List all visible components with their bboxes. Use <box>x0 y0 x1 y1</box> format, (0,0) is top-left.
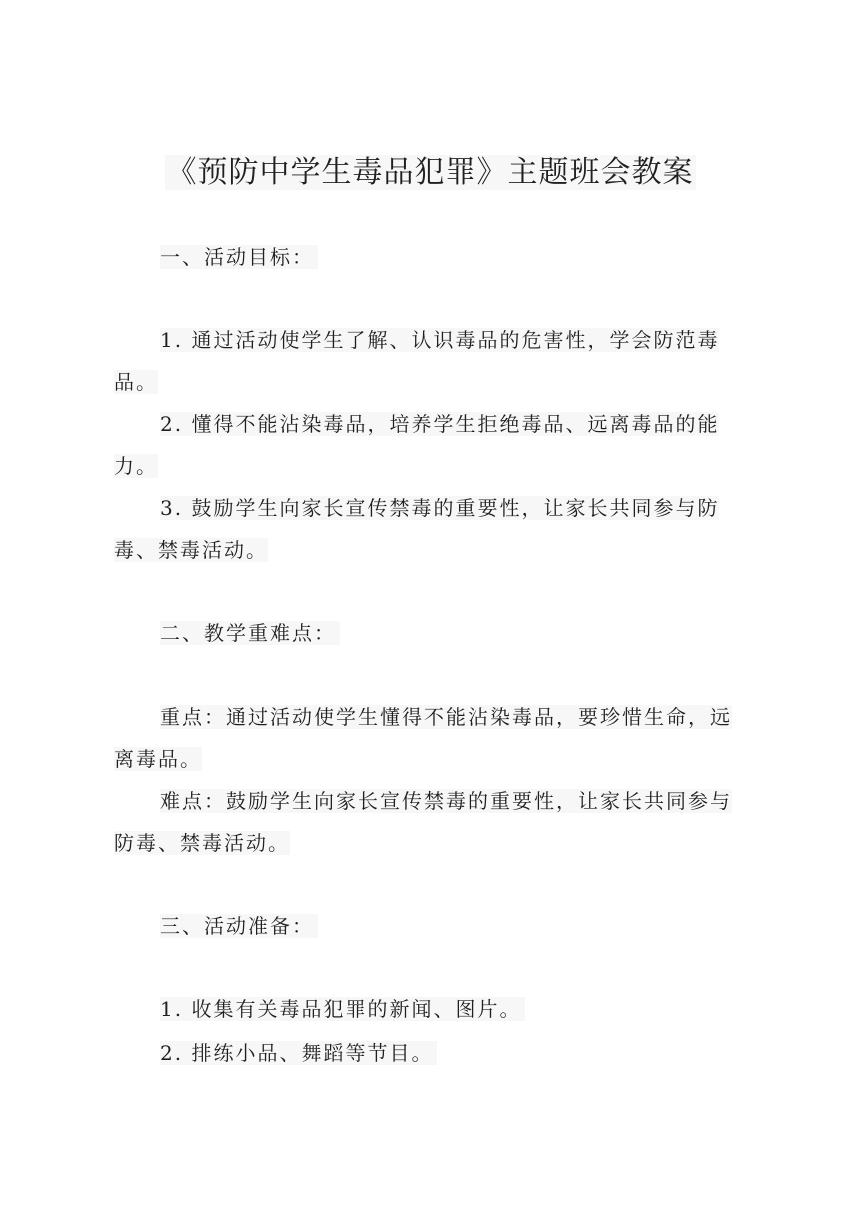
preparation-item-1: 1. 收集有关毒品犯罪的新闻、图片。 <box>160 994 525 1024</box>
section-heading-preparation: 三、活动准备： <box>160 911 318 941</box>
preparation-item-2: 2. 排练小品、舞蹈等节目。 <box>160 1038 437 1068</box>
objectives-list <box>114 319 746 571</box>
document-title: 《预防中学生毒品犯罪》主题班会教案 <box>166 155 694 190</box>
key-point-item: 重点：通过活动使学生懂得不能沾染毒品，要珍惜生命，远离毒品。 <box>114 705 732 771</box>
section-heading-objectives: 一、活动目标： <box>160 242 318 272</box>
objective-item-2: 2. 懂得不能沾染毒品，培养学生拒绝毒品、远离毒品的能力。 <box>114 412 720 478</box>
key-points-list <box>114 696 746 864</box>
section-heading-key-points: 二、教学重难点： <box>160 618 340 648</box>
objective-item-1: 1. 通过活动使学生了解、认识毒品的危害性，学会防范毒品。 <box>114 328 720 394</box>
difficult-point-item: 难点：鼓励学生向家长宣传禁毒的重要性，让家长共同参与防毒、禁毒活动。 <box>114 789 732 855</box>
objective-item-3: 3. 鼓励学生向家长宣传禁毒的重要性，让家长共同参与防毒、禁毒活动。 <box>114 496 720 562</box>
